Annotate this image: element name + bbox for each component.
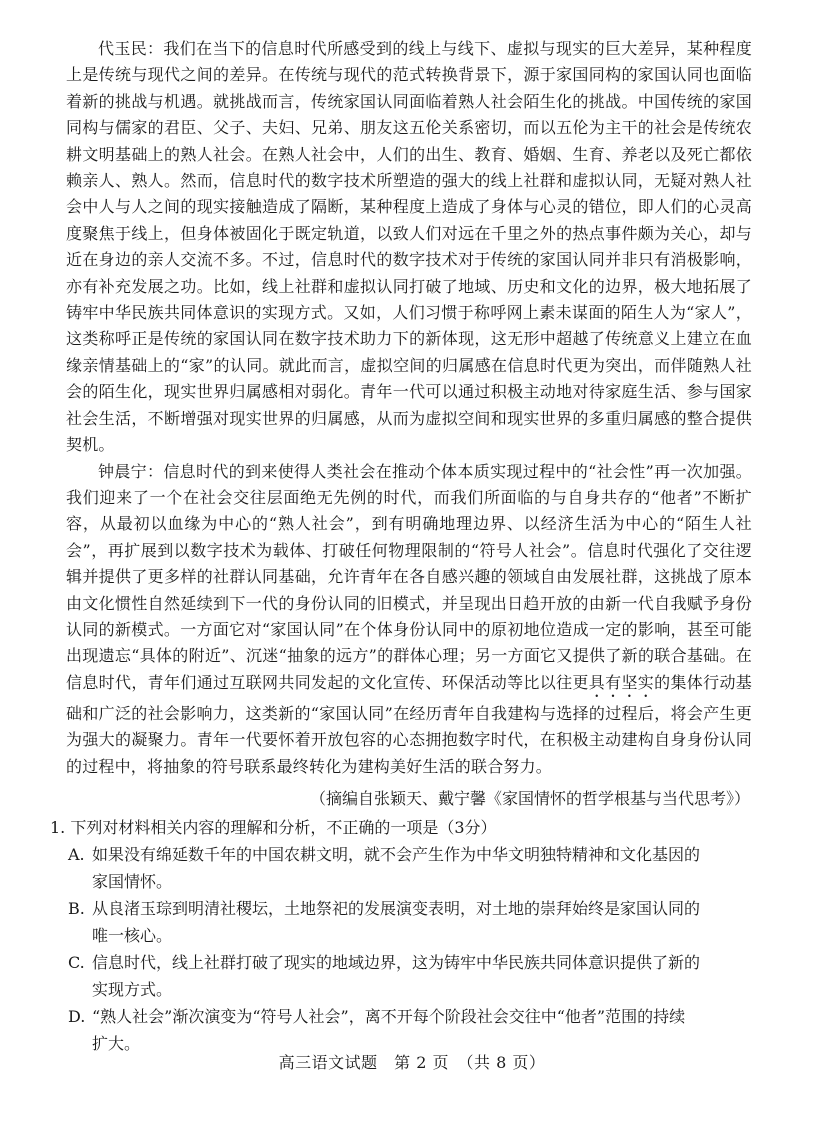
paragraph-2-text-b: 的集体行动基础和广泛的社会影响力，这类新的“家国认同”在经历青年自我建构与选择的过程后，将会产生更为强大的凝聚力。青年一代要怀着开放包容的心态拥抱数字时代，在积极主动建构自身身份认同的过程中，将抽象的符号联系最终转化为建构美好生活的联合努力。 (66, 672, 753, 776)
option-letter: A. (68, 844, 85, 864)
option-text: 如果没有绵延数千年的中国农耕文明，就不会产生作为中华文明独特精神和文化基因的 家国情怀。 (92, 844, 701, 891)
emphasis-dotted-text: 具有坚实 (588, 672, 655, 692)
question-1 (50, 814, 752, 1057)
option-letter: D. (68, 1006, 86, 1026)
option-text: 从良渚玉琮到明清社稷坛，土地祭祀的发展演变表明，对土地的崇拜始终是家国认同的 唯一核心。 (92, 898, 701, 945)
page-footer: 高三语文试题 第 2 页 （共 8 页） (278, 1053, 546, 1072)
source-citation: （摘编自张颖天、戴宁馨《家国情怀的哲学根基与当代思考》） (309, 788, 750, 808)
option-text: “熟人社会”渐次演变为“符号人社会”，离不开每个阶段社会交往中“他者”范围的持续 扩大。 (92, 1006, 686, 1053)
option-d[interactable] (68, 1003, 752, 1057)
option-letter: C. (68, 952, 85, 972)
option-c[interactable] (68, 949, 752, 1003)
paragraph-2-text-a: 钟晨宁：信息时代的到来使得人类社会在推动个体本质实现过程中的“社会性”再一次加强。我们迎来了一个在社会交往层面绝无先例的时代，而我们所面临的与自身共存的“他者”不断扩容，从最初以血缘为中心的“熟人社会”，到有明确地理边界、以经济生活为中心的“陌生人社会”，再扩展到以数字技术为载体、打破任何物理限制的“符号人社会”。信息时代强化了交往逻辑并提供了更多样的社群认同基础，允许青年在各自感兴趣的领域自由发展社群，这挑战了原本由文化惯性自然延续到下一代的身份认同的旧模式，并呈现出日趋开放的由新一代自我赋予身份认同的新模式。一方面它对“家国认同”在个体身份认同中的原初地位造成一定的影响，甚至可能出现遗忘“具体的附近”、沉迷“抽象的远方”的群体心理；另一方面它又提供了新的联合基础。在信息时代，青年们通过互联网共同发起的文化宣传、环保活动等比以往更 (66, 461, 752, 692)
option-text: 信息时代，线上社群打破了现实的地域边界，这为铸牢中华民族共同体意识提供了新的 实现方式。 (92, 952, 701, 999)
option-a[interactable] (68, 841, 752, 895)
question-stem: 1. 下列对材料相关内容的理解和分析，不正确的一项是（3分） (50, 817, 497, 837)
passage-paragraph-2 (66, 459, 752, 780)
option-letter: B. (68, 898, 85, 918)
passage-paragraph-1: 代玉民：我们在当下的信息时代所感受到的线上与线下、虚拟与现实的巨大差异，某种程度上是传统与现代之间的差异。在传统与现代的范式转换背景下，源于家国同构的家国认同也面临着新的挑战与机遇。就挑战而言，传统家国认同面临着熟人社会陌生化的挑战。中国传统的家国同构与儒家的君臣、父子、夫妇、兄弟、朋友这五伦关系密切，而以五伦为主干的社会是传统农耕文明基础上的熟人社会。在熟人社会中，人们的出生、教育、婚姻、生育、养老以及死亡都依赖亲人、熟人。然而，信息时代的数字技术所塑造的强大的线上社群和虚拟认同，无疑对熟人社会中人与人之间的现实接触造成了隔断，某种程度上造成了身体与心灵的错位，即人们的心灵高度聚焦于线上，但身体被固化于既定轨道，以致人们对远在千里之外的热点事件颇为关心，却与近在身边的亲人交流不多。不过，信息时代的数字技术对于传统的家国认同并非只有消极影响，亦有补充发展之功。比如，线上社群和虚拟认同打破了地域、历史和文化的边界，极大地拓展了铸牢中华民族共同体意识的实现方式。又如，人们习惯于称呼网上素未谋面的陌生人为“家人”，这类称呼正是传统的家国认同在数字技术助力下的新体现，这无形中超越了传统意义上建立在血缘亲情基础上的“家”的认同。就此而言，虚拟空间的归属感在信息时代更为突出，而伴随熟人社会的陌生化，现实世界归属感相对弱化。青年一代可以通过积极主动地对待家庭生活、参与国家社会生活，不断增强对现实世界的归属感，从而为虚拟空间和现实世界的多重归属感的整合提供契机。 (66, 39, 752, 455)
option-b[interactable] (68, 895, 752, 949)
